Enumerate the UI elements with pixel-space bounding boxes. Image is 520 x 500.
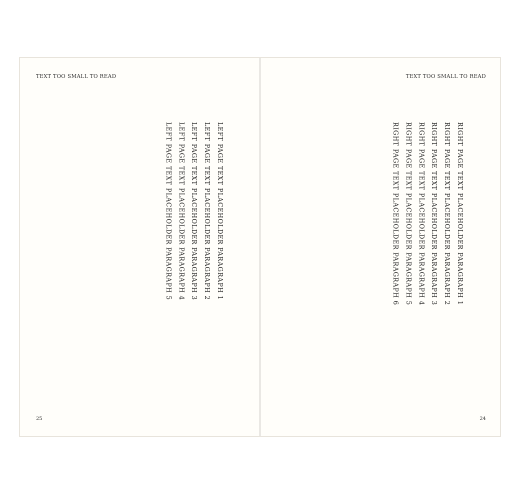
right-page xyxy=(260,58,500,436)
right-paragraph: RIGHT PAGE TEXT PLACEHOLDER PARAGRAPH 3 xyxy=(430,121,438,305)
right-page-number: 24 xyxy=(479,416,486,422)
left-paragraph: LEFT PAGE TEXT PLACEHOLDER PARAGRAPH 3 xyxy=(190,121,198,300)
right-paragraph: RIGHT PAGE TEXT PLACEHOLDER PARAGRAPH 2 xyxy=(443,121,451,305)
right-paragraph: RIGHT PAGE TEXT PLACEHOLDER PARAGRAPH 6 xyxy=(391,121,399,305)
right-running-header: TEXT TOO SMALL TO READ xyxy=(405,74,486,80)
left-paragraph: LEFT PAGE TEXT PLACEHOLDER PARAGRAPH 4 xyxy=(177,121,185,300)
left-page xyxy=(20,58,260,436)
left-paragraph: LEFT PAGE TEXT PLACEHOLDER PARAGRAPH 2 xyxy=(203,121,211,300)
left-paragraph: LEFT PAGE TEXT PLACEHOLDER PARAGRAPH 5 xyxy=(164,121,172,300)
right-paragraph: RIGHT PAGE TEXT PLACEHOLDER PARAGRAPH 5 xyxy=(404,121,412,305)
book-spread xyxy=(20,58,500,436)
left-paragraph: LEFT PAGE TEXT PLACEHOLDER PARAGRAPH 1 xyxy=(216,121,223,300)
left-page-body xyxy=(40,109,224,359)
left-page-number: 25 xyxy=(36,416,43,422)
right-paragraph: RIGHT PAGE TEXT PLACEHOLDER PARAGRAPH 4 xyxy=(417,121,425,305)
left-running-header: TEXT TOO SMALL TO READ xyxy=(36,74,117,80)
right-page-body xyxy=(280,109,464,359)
right-paragraph: RIGHT PAGE TEXT PLACEHOLDER PARAGRAPH 1 xyxy=(456,121,463,305)
